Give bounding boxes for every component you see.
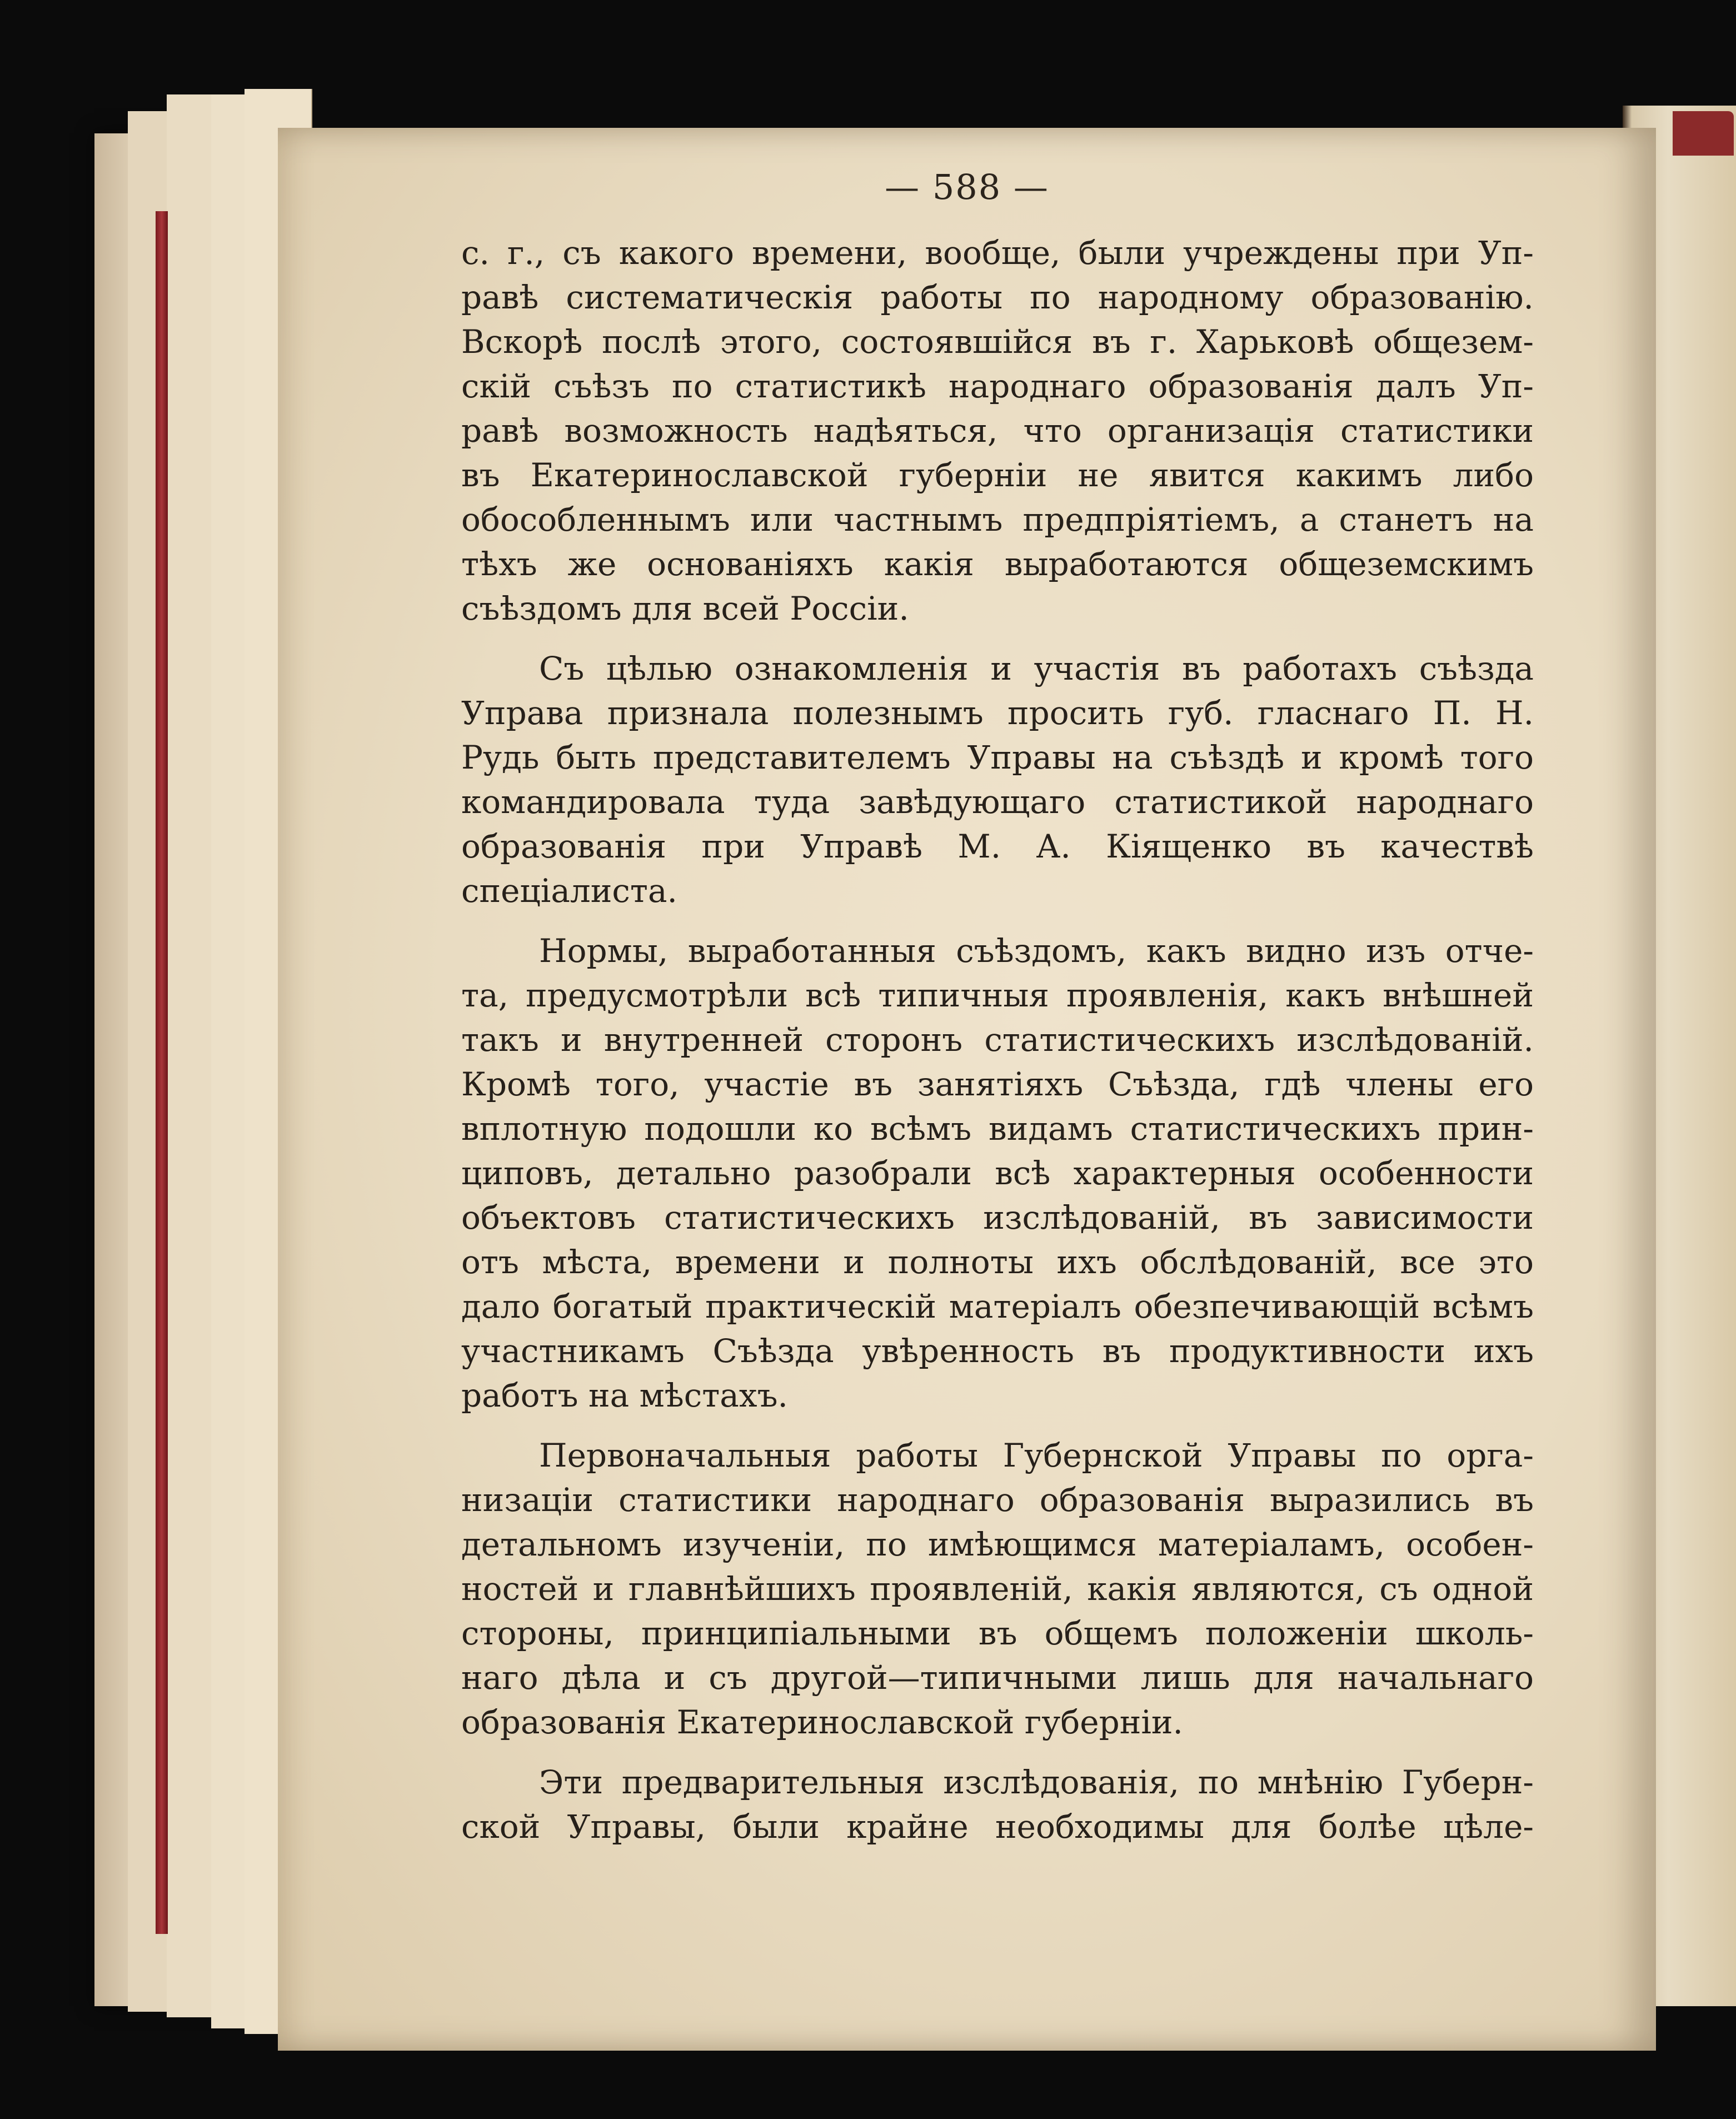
text-line: равѣ возможность надѣяться, что организація статистики [461, 412, 1534, 450]
text-line: Съ цѣлью ознакомленія и участія въ работахъ съѣзда [539, 650, 1534, 687]
text-line: Рудь быть представителемъ Управы на съѣздѣ и кромѣ того [461, 739, 1534, 776]
text-line: тѣхъ же основаніяхъ какія выработаются общеземскимъ [461, 545, 1534, 583]
book-page [278, 128, 1656, 2051]
page-number: — 588 — [885, 167, 1049, 207]
text-line: въ Екатеринославской губерніи не явится какимъ либо [461, 456, 1534, 494]
text-line: дало богатый практическій матеріалъ обезпечивающій всѣмъ [461, 1288, 1534, 1325]
text-line: командировала туда завѣдующаго статистикой народнаго [461, 783, 1534, 821]
text-line: с. г., съ какого времени, вообще, были учреждены при Уп- [461, 234, 1534, 272]
text-line: детальномъ изученіи, по имѣющимся матеріаламъ, особен- [461, 1525, 1534, 1563]
paragraph [461, 929, 1534, 1418]
text-line: Кромѣ того, участіе въ занятіяхъ Съѣзда, гдѣ члены его [461, 1065, 1534, 1103]
text-line: равѣ систематическія работы по народному образованію. [461, 278, 1534, 316]
text-line: скій съѣзъ по статистикѣ народнаго образованія далъ Уп- [461, 367, 1534, 405]
text-line: объектовъ статистическихъ изслѣдованій, въ зависимости [461, 1199, 1534, 1237]
text-line: Эти предварительныя изслѣдованія, по мнѣнію Губерн- [539, 1763, 1534, 1801]
text-line: работъ на мѣстахъ. [461, 1377, 788, 1414]
paragraph [461, 231, 1534, 631]
paragraph [461, 1760, 1534, 1849]
text-line: Управа признала полезнымъ просить губ. гласнаго П. Н. [461, 694, 1534, 732]
book-cover-corner [1673, 111, 1734, 156]
text-line: Первоначальныя работы Губернской Управы по орга- [539, 1437, 1534, 1474]
text-line: съѣздомъ для всей Россіи. [461, 590, 909, 627]
paragraph [461, 646, 1534, 913]
text-line: ской Управы, были крайне необходимы для болѣе цѣле- [461, 1808, 1534, 1846]
text-line: наго дѣла и съ другой—типичными лишь для начальнаго [461, 1659, 1534, 1697]
text-line: Нормы, выработанныя съѣздомъ, какъ видно изъ отче- [539, 932, 1534, 970]
text-line: низаціи статистики народнаго образованія выразились въ [461, 1481, 1534, 1519]
text-line: циповъ, детально разобрали всѣ характерныя особенности [461, 1154, 1534, 1192]
text-line: Вскорѣ послѣ этого, состоявшійся въ г. Харьковѣ общезем- [461, 323, 1534, 361]
text-line: образованія при Управѣ М. А. Кіященко въ качествѣ [461, 827, 1534, 865]
text-line: та, предусмотрѣли всѣ типичныя проявленія, какъ внѣшней [461, 976, 1534, 1014]
text-line: участникамъ Съѣзда увѣренность въ продуктивности ихъ [461, 1332, 1534, 1370]
text-line: спеціалиста. [461, 872, 677, 910]
text-line: стороны, принципіальными въ общемъ положеніи школь- [461, 1614, 1534, 1652]
body-text [461, 231, 1534, 1849]
text-line: ностей и главнѣйшихъ проявленій, какія являются, съ одной [461, 1570, 1534, 1608]
text-line: вплотную подошли ко всѣмъ видамъ статистическихъ прин- [461, 1110, 1534, 1148]
book-spine-edge [156, 211, 168, 1934]
text-line: обособленнымъ или частнымъ предпріятіемъ, а станетъ на [461, 501, 1534, 539]
paragraph [461, 1433, 1534, 1744]
text-line: такъ и внутренней сторонъ статистическихъ изслѣдованій. [461, 1021, 1534, 1059]
text-line: образованія Екатеринославской губерніи. [461, 1703, 1183, 1741]
text-line: отъ мѣста, времени и полноты ихъ обслѣдованій, все это [461, 1243, 1534, 1281]
